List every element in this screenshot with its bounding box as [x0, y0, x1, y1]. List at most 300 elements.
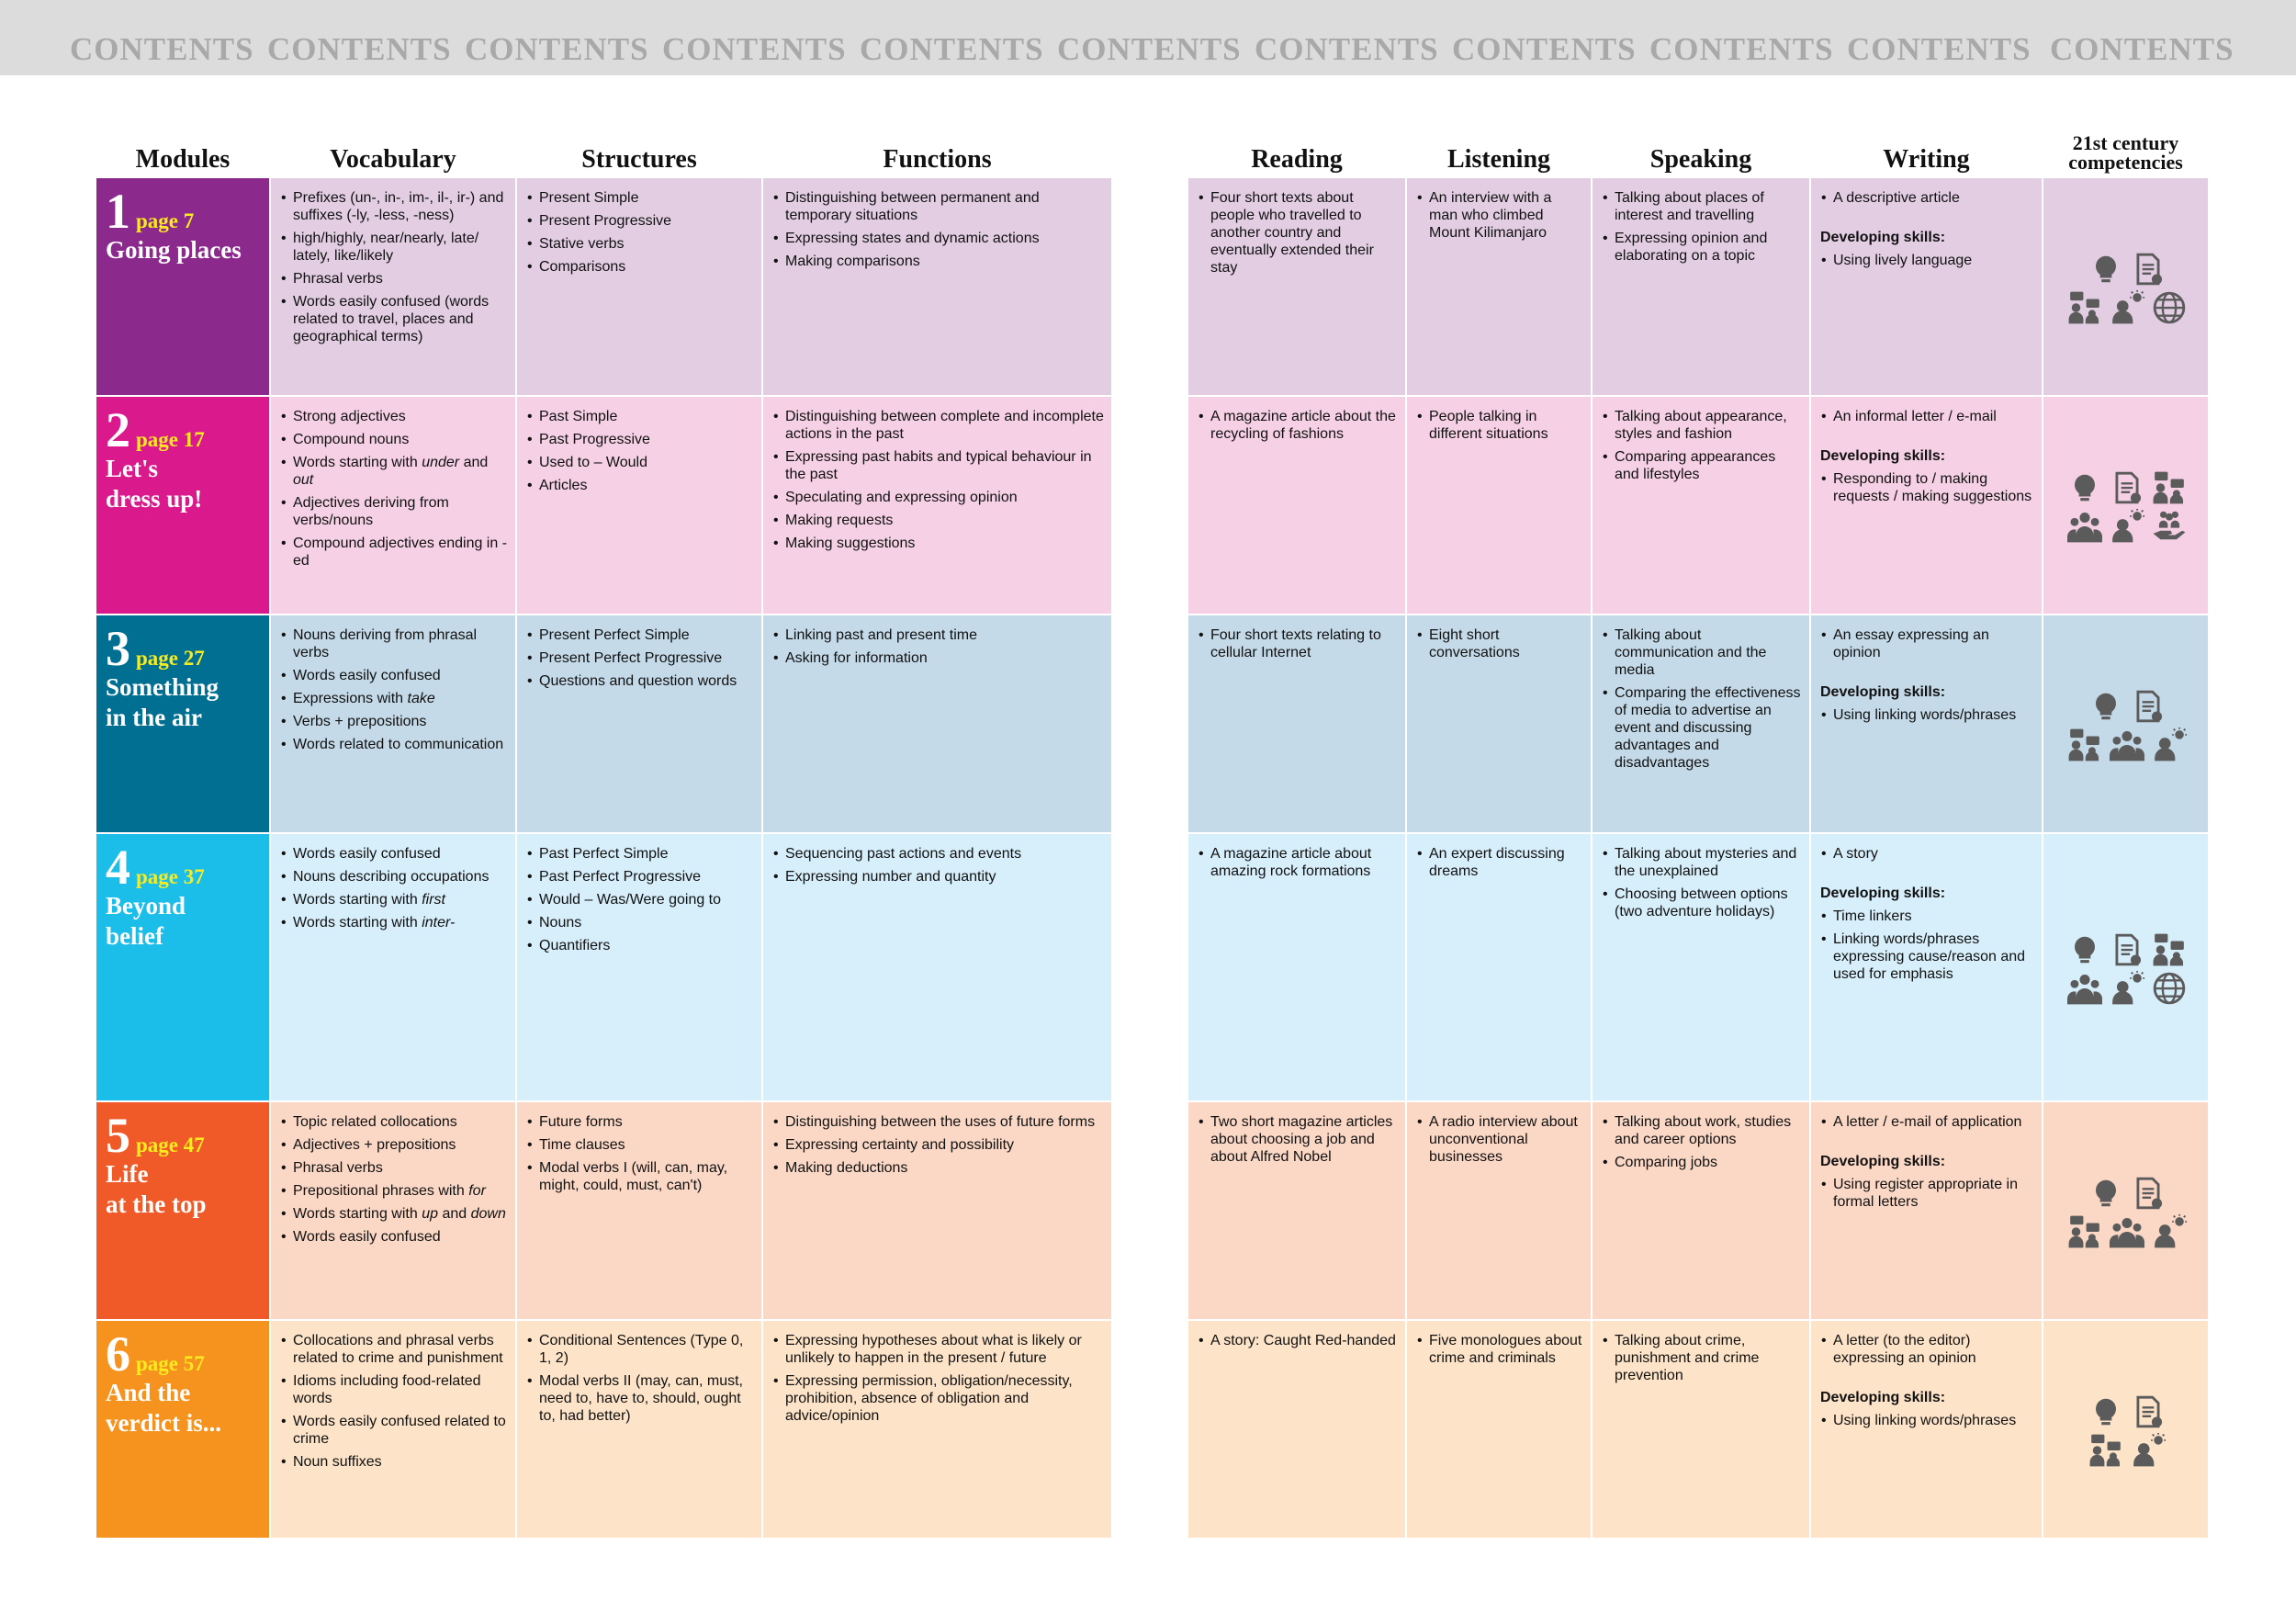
- vocabulary-item: [293, 690, 508, 707]
- speaking-cell: [1592, 833, 1810, 1101]
- structures-item: • Conditional Sentences (Type 0, 1, 2): [539, 1332, 754, 1367]
- developing-skills-item: • Using linking words/phrases: [1833, 706, 2034, 724]
- reading-item: • A story: Caught Red-handed: [1210, 1332, 1398, 1349]
- header-vocabulary: Vocabulary: [330, 145, 456, 174]
- module-heading: [106, 402, 262, 457]
- vocabulary-text: Verbs + prepositions: [293, 714, 427, 729]
- discussion-icon: [2067, 728, 2102, 762]
- idea-person-icon: [2110, 971, 2144, 1006]
- vocabulary-cell: [270, 833, 516, 1101]
- vocabulary-item: [293, 1136, 508, 1154]
- speaking-cell: [1592, 396, 1810, 615]
- functions-item: • Expressing number and quantity: [785, 868, 1104, 885]
- competencies-cell: [2043, 177, 2209, 396]
- module-row-right: [1187, 1320, 2209, 1539]
- competency-icon-row: [2053, 932, 2200, 967]
- reading-item: • Two short magazine articles about choosing a job and about Alfred Nobel: [1210, 1113, 1398, 1166]
- discussion-icon: [2067, 1214, 2102, 1249]
- header-listening: Listening: [1446, 145, 1551, 174]
- vocabulary-text: Topic related collocations: [293, 1114, 457, 1130]
- functions-cell: [762, 1320, 1112, 1539]
- writing-item: • An essay expressing an opinion: [1833, 626, 2034, 661]
- module-title: [106, 454, 262, 514]
- listening-list: [1416, 1332, 1583, 1367]
- speaking-item: • Talking about communication and the media: [1615, 626, 1802, 679]
- structures-item: • Present Perfect Progressive: [539, 649, 754, 667]
- vocabulary-cell: [270, 177, 516, 396]
- speaking-item: • Choosing between options (two adventure holidays): [1615, 885, 1802, 920]
- module-row-right: [1187, 615, 2209, 833]
- listening-list: [1416, 1113, 1583, 1166]
- module-row-left: [96, 615, 1112, 833]
- functions-list: [772, 408, 1104, 552]
- developing-skills-label: Developing skills:: [1820, 230, 1946, 245]
- reading-item: • A magazine article about the recycling of fashions: [1210, 408, 1398, 443]
- reading-list: [1198, 408, 1398, 443]
- vocabulary-cell: [270, 615, 516, 833]
- vocabulary-item: [293, 1453, 508, 1471]
- functions-item: • Distinguishing between permanent and temporary situations: [785, 189, 1104, 224]
- structures-item: • Stative verbs: [539, 235, 754, 253]
- module-title: [106, 235, 262, 265]
- writing-item: • A letter / e-mail of application: [1833, 1113, 2034, 1131]
- functions-list: [772, 1332, 1104, 1425]
- team-icon: [2110, 1214, 2144, 1249]
- structures-item: • Would – Was/Were going to: [539, 891, 754, 908]
- module-row-left: [96, 1101, 1112, 1320]
- vocabulary-text: out: [293, 472, 314, 488]
- competencies-cell: [2043, 396, 2209, 615]
- speaking-list: [1602, 189, 1802, 265]
- vocabulary-text: Nouns describing occupations: [293, 869, 490, 885]
- developing-skills-item: • Using lively language: [1833, 252, 2034, 269]
- vocabulary-item: [293, 1332, 508, 1367]
- vocabulary-item: [293, 1182, 508, 1200]
- banner-word: CONTENTS: [2050, 31, 2234, 67]
- vocabulary-list: [280, 626, 508, 753]
- vocabulary-text: high/highly, near/nearly, late/ lately, like/likely: [293, 231, 479, 264]
- structures-cell: [516, 1101, 762, 1320]
- bulb-icon: [2088, 252, 2123, 287]
- vocabulary-item: [293, 1413, 508, 1448]
- functions-item: • Expressing past habits and typical behaviour in the past: [785, 448, 1104, 483]
- structures-item: • Articles: [539, 477, 754, 494]
- writing-list: [1820, 1332, 2034, 1367]
- vocabulary-item: [293, 535, 508, 570]
- vocabulary-item: [293, 1113, 508, 1131]
- reading-cell: [1187, 396, 1406, 615]
- writing-list: [1820, 626, 2034, 661]
- module-title-line: in the air: [106, 704, 202, 731]
- structures-cell: [516, 396, 762, 615]
- vocabulary-text: Words easily confused: [293, 668, 441, 683]
- discussion-icon: [2152, 932, 2187, 967]
- module-title-line: Something: [106, 673, 219, 701]
- listening-item: • An expert discussing dreams: [1429, 845, 1583, 880]
- team-icon: [2067, 509, 2102, 544]
- module-row-right: [1187, 833, 2209, 1101]
- competencies-cell: [2043, 1320, 2209, 1539]
- module-title-line: Going places: [106, 236, 242, 264]
- header-functions: Functions: [883, 145, 992, 174]
- module-title-line: And the: [106, 1379, 191, 1406]
- functions-list: [772, 189, 1104, 270]
- developing-skills-list: [1820, 470, 2034, 505]
- reading-item: • Four short texts relating to cellular Internet: [1210, 626, 1398, 661]
- developing-skills-label: Developing skills:: [1820, 885, 1946, 901]
- vocabulary-item: [293, 270, 508, 288]
- module-row-right: [1187, 177, 2209, 396]
- vocabulary-text: Words starting with: [293, 1206, 422, 1222]
- structures-list: [526, 626, 754, 690]
- document-icon: [2131, 252, 2166, 287]
- structures-item: • Past Perfect Progressive: [539, 868, 754, 885]
- vocabulary-text: Words easily confused (words related to travel, places and geographical terms): [293, 294, 490, 344]
- structures-cell: [516, 615, 762, 833]
- vocabulary-item: [293, 891, 508, 908]
- functions-cell: [762, 833, 1112, 1101]
- idea-person-icon: [2110, 509, 2144, 544]
- speaking-list: [1602, 1332, 1802, 1384]
- competencies-cell: [2043, 1101, 2209, 1320]
- structures-cell: [516, 833, 762, 1101]
- discussion-icon: [2152, 470, 2187, 505]
- header-writing: Writing: [1883, 145, 1970, 174]
- vocabulary-item: [293, 1205, 508, 1223]
- functions-item: • Making requests: [785, 512, 1104, 529]
- competency-icon-row: [2053, 509, 2200, 544]
- module-cell: [96, 396, 270, 615]
- reading-list: [1198, 1332, 1398, 1349]
- vocabulary-list: [280, 408, 508, 570]
- module-row-left: [96, 1320, 1112, 1539]
- competency-icon-row: [2053, 252, 2200, 287]
- banner-word: CONTENTS: [267, 31, 452, 67]
- vocabulary-text: Words easily confused related to crime: [293, 1414, 506, 1447]
- discussion-icon: [2067, 290, 2102, 325]
- vocabulary-text: Words related to communication: [293, 737, 504, 752]
- functions-item: • Sequencing past actions and events: [785, 845, 1104, 863]
- listening-item: • Eight short conversations: [1429, 626, 1583, 661]
- structures-list: [526, 408, 754, 494]
- listening-item: • People talking in different situations: [1429, 408, 1583, 443]
- competency-icon-row: [2053, 1176, 2200, 1211]
- developing-skills-label: Developing skills:: [1820, 1390, 1946, 1405]
- reading-item: • A magazine article about amazing rock formations: [1210, 845, 1398, 880]
- banner-word: CONTENTS: [1057, 31, 1242, 67]
- functions-cell: [762, 177, 1112, 396]
- reading-item: • Four short texts about people who travelled to another country and eventually extended their stay: [1210, 189, 1398, 276]
- functions-item: • Expressing certainty and possibility: [785, 1136, 1104, 1154]
- module-number: 6: [106, 1326, 130, 1382]
- module-row-left: [96, 396, 1112, 615]
- listening-item: • An interview with a man who climbed Mount Kilimanjaro: [1429, 189, 1583, 242]
- vocabulary-text: for: [468, 1183, 486, 1199]
- reading-cell: [1187, 1320, 1406, 1539]
- contents-table-left: [95, 127, 1113, 1540]
- document-icon: [2131, 689, 2166, 724]
- idea-person-icon: [2152, 728, 2187, 762]
- reading-cell: [1187, 1101, 1406, 1320]
- module-title-line: verdict is...: [106, 1409, 221, 1437]
- competency-icon-row: [2053, 1433, 2200, 1468]
- structures-list: [526, 1113, 754, 1194]
- writing-list: [1820, 1113, 2034, 1131]
- banner-word: CONTENTS: [465, 31, 649, 67]
- speaking-item: • Talking about work, studies and career options: [1615, 1113, 1802, 1148]
- vocabulary-item: [293, 626, 508, 661]
- module-number: 2: [106, 402, 130, 457]
- module-row-left: [96, 177, 1112, 396]
- developing-skills-item: • Using linking words/phrases: [1833, 1412, 2034, 1429]
- vocabulary-list: [280, 1113, 508, 1246]
- bulb-icon: [2067, 470, 2102, 505]
- module-row-right: [1187, 1101, 2209, 1320]
- writing-list: [1820, 189, 2034, 207]
- module-number: 3: [106, 621, 130, 676]
- developing-skills-label: Developing skills:: [1820, 684, 1946, 700]
- structures-item: • Modal verbs I (will, can, may, might, could, must, can't): [539, 1159, 754, 1194]
- listening-cell: [1406, 833, 1592, 1101]
- listening-list: [1416, 626, 1583, 661]
- vocabulary-item: [293, 667, 508, 684]
- bulb-icon: [2088, 1176, 2123, 1211]
- module-heading: [106, 184, 262, 239]
- idea-person-icon: [2131, 1433, 2166, 1468]
- module-cell: [96, 615, 270, 833]
- module-heading: [106, 1326, 262, 1382]
- listening-list: [1416, 189, 1583, 242]
- speaking-item: • Comparing appearances and lifestyles: [1615, 448, 1802, 483]
- vocabulary-text: Prefixes (un-, in-, im-, il-, ir-) and suffixes (-ly, -less, -ness): [293, 190, 504, 223]
- speaking-item: • Comparing jobs: [1615, 1154, 1802, 1171]
- listening-cell: [1406, 396, 1592, 615]
- functions-item: • Asking for information: [785, 649, 1104, 667]
- functions-item: • Speculating and expressing opinion: [785, 489, 1104, 506]
- vocabulary-text: down: [470, 1206, 506, 1222]
- vocabulary-text: Compound nouns: [293, 432, 410, 447]
- document-icon: [2131, 1176, 2166, 1211]
- vocabulary-text: take: [407, 691, 435, 706]
- structures-cell: [516, 177, 762, 396]
- vocabulary-item: [293, 914, 508, 931]
- contents-banner: [0, 0, 2296, 75]
- bulb-icon: [2088, 1394, 2123, 1429]
- vocabulary-item: [293, 431, 508, 448]
- module-page: page 17: [136, 428, 205, 451]
- structures-item: • Comparisons: [539, 258, 754, 276]
- listening-cell: [1406, 615, 1592, 833]
- functions-item: • Making deductions: [785, 1159, 1104, 1177]
- vocabulary-list: [280, 845, 508, 931]
- header-competencies-line1: 21st century: [2072, 131, 2179, 155]
- structures-item: • Quantifiers: [539, 937, 754, 954]
- module-title: [106, 1159, 262, 1220]
- competencies-cell: [2043, 615, 2209, 833]
- module-number: 5: [106, 1108, 130, 1163]
- listening-cell: [1406, 177, 1592, 396]
- developing-skills-list: [1820, 1412, 2034, 1429]
- discussion-icon: [2088, 1433, 2123, 1468]
- globe-icon: [2152, 971, 2187, 1006]
- team-icon: [2110, 728, 2144, 762]
- writing-item: • A letter (to the editor) expressing an opinion: [1833, 1332, 2034, 1367]
- vocabulary-cell: [270, 1101, 516, 1320]
- banner-word: CONTENTS: [1255, 31, 1439, 67]
- functions-list: [772, 1113, 1104, 1177]
- vocabulary-text: Idioms including food-related words: [293, 1373, 481, 1406]
- team-icon: [2067, 971, 2102, 1006]
- writing-list: [1820, 845, 2034, 863]
- functions-cell: [762, 396, 1112, 615]
- vocabulary-text: under: [422, 455, 460, 470]
- vocabulary-item: [293, 868, 508, 885]
- functions-item: • Making comparisons: [785, 253, 1104, 270]
- competency-icon-row: [2053, 1214, 2200, 1249]
- module-row-right: [1187, 396, 2209, 615]
- listening-item: • Five monologues about crime and criminals: [1429, 1332, 1583, 1367]
- competency-icon-row: [2053, 728, 2200, 762]
- structures-item: • Nouns: [539, 914, 754, 931]
- module-heading: [106, 621, 262, 676]
- header-speaking: Speaking: [1649, 145, 1752, 174]
- functions-cell: [762, 1101, 1112, 1320]
- listening-cell: [1406, 1101, 1592, 1320]
- structures-item: • Future forms: [539, 1113, 754, 1131]
- vocabulary-text: Words starting with: [293, 455, 422, 470]
- care-hand-icon: [2152, 509, 2187, 544]
- module-heading: [106, 840, 262, 895]
- module-number: 4: [106, 840, 130, 895]
- vocabulary-list: [280, 189, 508, 345]
- structures-list: [526, 1332, 754, 1425]
- writing-cell: [1810, 833, 2043, 1101]
- speaking-cell: [1592, 177, 1810, 396]
- bulb-icon: [2067, 932, 2102, 967]
- vocabulary-item: [293, 293, 508, 345]
- functions-item: • Linking past and present time: [785, 626, 1104, 644]
- banner-word: CONTENTS: [1452, 31, 1637, 67]
- listening-cell: [1406, 1320, 1592, 1539]
- reading-list: [1198, 626, 1398, 661]
- structures-item: • Past Simple: [539, 408, 754, 425]
- document-icon: [2110, 470, 2144, 505]
- speaking-item: • Talking about crime, punishment and crime prevention: [1615, 1332, 1802, 1384]
- module-cell: [96, 177, 270, 396]
- developing-skills-item: • Linking words/phrases expressing cause/reason and used for emphasis: [1833, 931, 2034, 983]
- module-title: [106, 672, 262, 733]
- vocabulary-text: Adjectives + prepositions: [293, 1137, 456, 1153]
- reading-cell: [1187, 833, 1406, 1101]
- structures-item: • Present Simple: [539, 189, 754, 207]
- vocabulary-text: up: [422, 1206, 438, 1222]
- writing-cell: [1810, 1320, 2043, 1539]
- banner-word: CONTENTS: [1649, 31, 1834, 67]
- speaking-cell: [1592, 615, 1810, 833]
- module-cell: [96, 1101, 270, 1320]
- speaking-item: • Talking about mysteries and the unexplained: [1615, 845, 1802, 880]
- header-structures: Structures: [581, 145, 697, 174]
- module-title: [106, 1378, 262, 1438]
- vocabulary-item: [293, 1159, 508, 1177]
- vocabulary-item: [293, 1228, 508, 1246]
- structures-list: [526, 189, 754, 276]
- module-page: page 57: [136, 1352, 205, 1375]
- writing-item: • An informal letter / e-mail: [1833, 408, 2034, 425]
- developing-skills-item: • Time linkers: [1833, 908, 2034, 925]
- competencies-cell: [2043, 833, 2209, 1101]
- vocabulary-text: Words starting with: [293, 915, 422, 931]
- vocabulary-item: [293, 230, 508, 265]
- module-page: page 37: [136, 865, 205, 888]
- banner-word: CONTENTS: [70, 31, 254, 67]
- vocabulary-text: Strong adjectives: [293, 409, 406, 424]
- structures-list: [526, 845, 754, 954]
- developing-skills-list: [1820, 1176, 2034, 1211]
- module-title-line: at the top: [106, 1190, 207, 1218]
- vocabulary-text: inter-: [422, 915, 456, 931]
- writing-cell: [1810, 396, 2043, 615]
- functions-item: • Distinguishing between the uses of future forms: [785, 1113, 1104, 1131]
- module-page: page 27: [136, 647, 205, 670]
- structures-item: • Questions and question words: [539, 672, 754, 690]
- reading-list: [1198, 189, 1398, 276]
- speaking-item: • Talking about places of interest and travelling: [1615, 189, 1802, 224]
- module-title-line: Let's: [106, 455, 158, 482]
- vocabulary-text: and: [459, 455, 489, 470]
- structures-item: • Past Progressive: [539, 431, 754, 448]
- competency-icon-row: [2053, 1394, 2200, 1429]
- writing-item: • A descriptive article: [1833, 189, 2034, 207]
- globe-icon: [2152, 290, 2187, 325]
- header-reading: Reading: [1251, 145, 1343, 174]
- writing-cell: [1810, 177, 2043, 396]
- module-cell: [96, 1320, 270, 1539]
- writing-list: [1820, 408, 2034, 425]
- vocabulary-text: Words easily confused: [293, 1229, 441, 1245]
- vocabulary-item: [293, 845, 508, 863]
- vocabulary-item: [293, 189, 508, 224]
- speaking-item: • Expressing opinion and elaborating on a topic: [1615, 230, 1802, 265]
- vocabulary-text: Nouns deriving from phrasal verbs: [293, 627, 478, 660]
- functions-list: [772, 626, 1104, 667]
- vocabulary-cell: [270, 396, 516, 615]
- idea-person-icon: [2152, 1214, 2187, 1249]
- vocabulary-text: first: [422, 892, 445, 908]
- speaking-list: [1602, 408, 1802, 483]
- functions-cell: [762, 615, 1112, 833]
- module-title-line: Beyond: [106, 892, 186, 919]
- reading-list: [1198, 845, 1398, 880]
- reading-cell: [1187, 615, 1406, 833]
- listening-list: [1416, 845, 1583, 880]
- vocabulary-item: [293, 736, 508, 753]
- document-icon: [2131, 1394, 2166, 1429]
- competency-icon-row: [2053, 689, 2200, 724]
- header-competencies: [2043, 127, 2209, 177]
- competency-icon-row: [2053, 290, 2200, 325]
- functions-item: • Making suggestions: [785, 535, 1104, 552]
- vocabulary-item: [293, 1372, 508, 1407]
- speaking-item: • Talking about appearance, styles and fashion: [1615, 408, 1802, 443]
- structures-item: • Past Perfect Simple: [539, 845, 754, 863]
- speaking-list: [1602, 1113, 1802, 1171]
- competency-icon-row: [2053, 470, 2200, 505]
- vocabulary-text: Collocations and phrasal verbs related to crime and punishment: [293, 1333, 503, 1366]
- module-title-line: belief: [106, 922, 163, 950]
- idea-person-icon: [2110, 290, 2144, 325]
- reading-list: [1198, 1113, 1398, 1166]
